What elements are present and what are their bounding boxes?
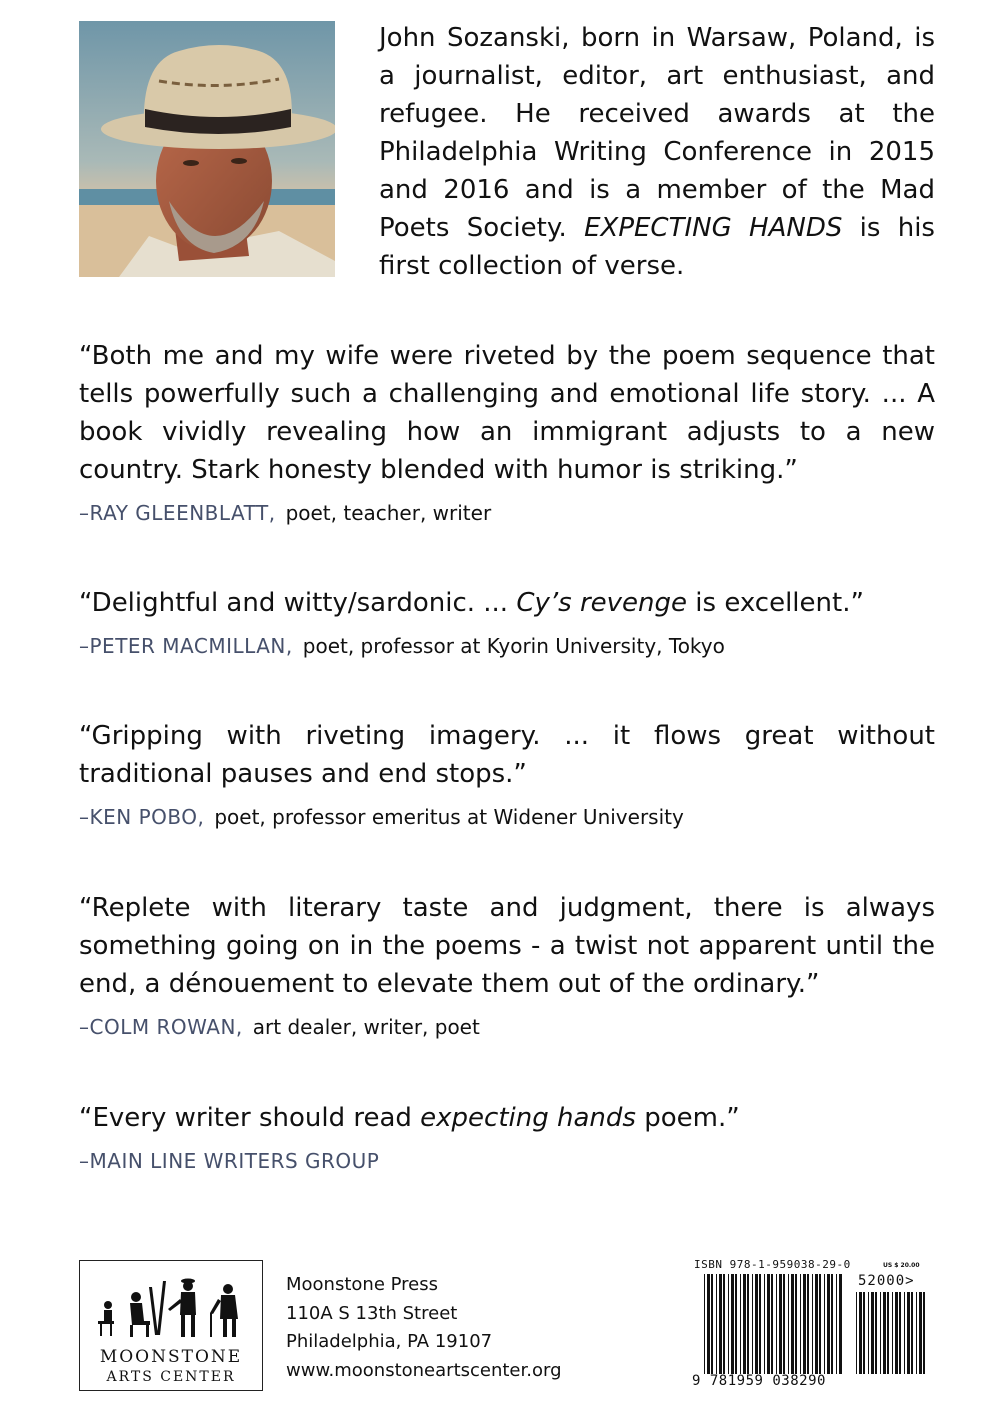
quote-attribution <box>79 803 935 831</box>
attribution-description: poet, teacher, writer <box>285 501 492 525</box>
publisher-city: Philadelphia, PA 19107 <box>286 1331 493 1352</box>
quote-text <box>79 584 935 622</box>
attribution-name: –MAIN LINE WRITERS GROUP <box>79 1149 380 1173</box>
quote-italic-title: Cy’s revenge <box>516 588 688 618</box>
quote-text: “Replete with literary taste and judgment, there is always something going on in the poems - a twist not apparent until the end, a dénouement to elevate them out of the ordinary.” <box>79 893 935 999</box>
isbn-text: ISBN 978-1-959038-29-0 <box>694 1258 851 1271</box>
bio-text-end: is his first collection of verse. <box>379 213 935 281</box>
quote-text <box>79 1099 935 1137</box>
attribution-name: –COLM ROWAN, <box>79 1015 243 1039</box>
barcode-bars-icon <box>704 1274 844 1374</box>
quote-text-start: “Delightful and witty/sardonic. ... <box>79 588 517 618</box>
quote-text: “Both me and my wife were riveted by the poem sequence that tells powerfully such a challenging and emotional life story. ... A book vividly revealing how an immigrant adjusts to a new country. Stark honesty blended with humor is striking.” <box>79 341 935 485</box>
author-photo-icon <box>79 21 335 277</box>
quote-block <box>79 337 935 527</box>
price-text: US $ 20.00 <box>883 1262 920 1269</box>
quote-text-end: is excellent.” <box>687 588 864 618</box>
quote-block <box>79 584 935 660</box>
addon-code: 52000 <box>858 1273 906 1289</box>
addon-arrow: > <box>905 1273 915 1289</box>
quote-block <box>79 889 935 1041</box>
isbn-barcode <box>690 1258 940 1393</box>
addon-barcode-bars-icon <box>856 1292 928 1374</box>
attribution-name: –PETER MACMILLAN, <box>79 634 293 658</box>
quote-text-end: poem.” <box>635 1103 740 1133</box>
quote-block <box>79 717 935 831</box>
author-bio <box>379 19 935 285</box>
quote-italic-title: expecting hands <box>420 1103 636 1133</box>
addon-digits <box>858 1273 915 1289</box>
quote-text-start: “Every writer should read <box>79 1103 421 1133</box>
quote-attribution <box>79 499 935 527</box>
bio-book-title: EXPECTING HANDS <box>584 213 843 243</box>
attribution-name: –RAY GLEENBLATT, <box>79 501 276 525</box>
bio-text-start: John Sozanski, born in Warsaw, Poland, is a journalist, editor, art enthusiast, and refugee. He received awards at the Philadelphia Writing Conference in 2015 and 2016 and is a member of the Mad Poets Society. <box>379 23 935 243</box>
artists-silhouette-icon <box>88 1269 256 1349</box>
attribution-description: art dealer, writer, poet <box>252 1015 480 1039</box>
quote-attribution <box>79 1013 935 1041</box>
author-photo <box>79 21 335 277</box>
logo-subtitle: ARTS CENTER <box>106 1369 236 1385</box>
attribution-description: poet, professor at Kyorin University, Tokyo <box>302 634 725 658</box>
quote-attribution <box>79 632 935 660</box>
publisher-website[interactable]: www.moonstoneartscenter.org <box>286 1359 562 1381</box>
quote-attribution <box>79 1147 935 1175</box>
publisher-address <box>286 1271 562 1385</box>
attribution-name: –KEN POBO, <box>79 805 205 829</box>
quote-block <box>79 1099 935 1175</box>
barcode-digits: 9 781959 038290 <box>692 1373 826 1389</box>
attribution-description: poet, professor emeritus at Widener University <box>214 805 684 829</box>
quote-text: “Gripping with riveting imagery. ... it flows great without traditional pauses and end stops.” <box>79 721 935 789</box>
publisher-logo <box>79 1260 263 1391</box>
publisher-name: Moonstone Press <box>286 1274 438 1295</box>
publisher-street: 110A S 13th Street <box>286 1302 458 1324</box>
logo-name: MOONSTONE <box>99 1347 243 1367</box>
